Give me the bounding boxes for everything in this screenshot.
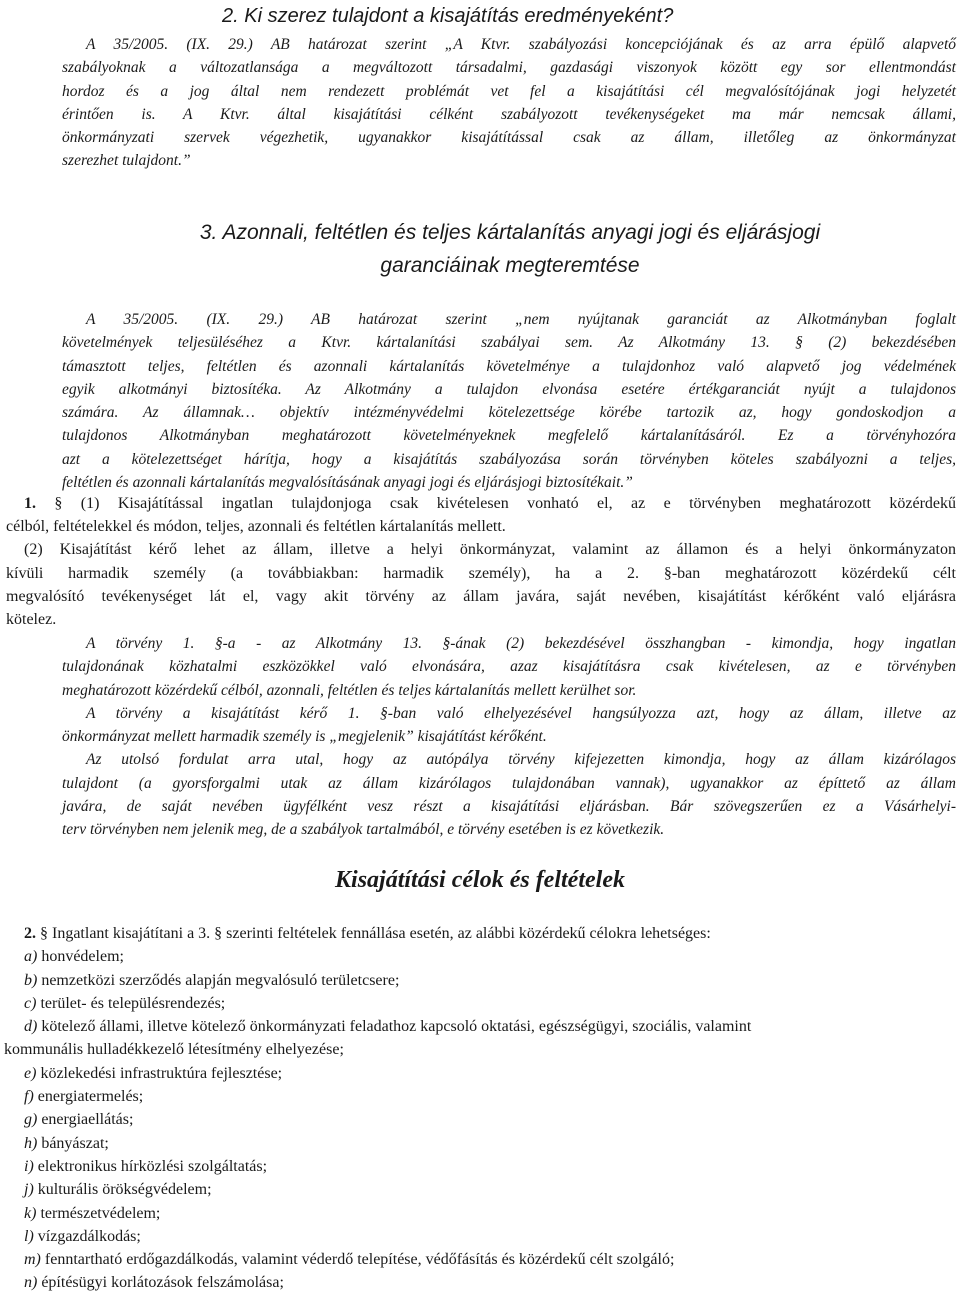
text-line: érintően is. A Ktvr. által kisajátítási célként szabályozott tevékenységeket ma már nemcsak állami, bbox=[62, 105, 956, 123]
text-line: követelmények teljesüléséhez a Ktvr. kártalanítási szabályai sem. Az Alkotmány 13. § (2) bekezdésében bbox=[62, 334, 956, 352]
list-item: i) elektronikus hírközlési szolgáltatás; bbox=[24, 1157, 268, 1175]
list-item: d) kötelező állami, illetve kötelező önkormányzati feladathoz kapcsoló oktatási, egészségügyi, szociális, valamint bbox=[24, 1018, 752, 1036]
text-line: (2) Kisajátítást kérő lehet az állam, illetve a helyi önkormányzat, valamint az államon és a helyi önkormányzaton bbox=[24, 541, 956, 559]
list-item: h) bányászat; bbox=[24, 1134, 109, 1152]
text-line: kívüli harmadik személy (a továbbiakban: harmadik személy), ha a 2. §-ban meghatározott közérdekű célt bbox=[6, 564, 956, 582]
text-line bbox=[6, 492, 956, 515]
law-section-2-list bbox=[0, 922, 960, 1295]
text-line: azt a kötelezettséget hárítja, hogy a kisajátítás szabályozása során törvényben köteles szabályozni a teljes, bbox=[62, 450, 956, 468]
paragraph-q3-quote bbox=[62, 308, 956, 494]
text-line: célból, feltételekkel és módon, teljes, azonnali és feltétlen kártalanítás mellett. bbox=[6, 518, 506, 536]
list-item: c) terület- és településrendezés; bbox=[24, 994, 226, 1012]
list-item: f) energiatermelés; bbox=[24, 1088, 144, 1106]
text-line: A törvény 1. §-a - az Alkotmány 13. §-ának (2) bekezdésével összhangban - kimondja, hogy ingatlan bbox=[86, 635, 956, 652]
section-heading-q3 bbox=[100, 216, 920, 282]
list-item: b) nemzetközi szerződés alapján megvalósuló területcsere; bbox=[24, 971, 400, 989]
list-item: e) közlekedési infrastruktúra fejlesztése; bbox=[24, 1064, 283, 1082]
text-line: tulajdonos Alkotmányban meghatározott követelményeknek megfelelő kártalanításáról. Ez a törvényhozóra bbox=[62, 427, 956, 445]
text-line: A törvény a kisajátítást kérő 1. §-ban való elhelyezésével hangsúlyozza azt, hogy az állam, illetve az bbox=[86, 704, 956, 722]
text-line: egyik alkotmányi biztosítéka. Az Alkotmány a tulajdon elvonása esetére értékgaranciát nyújt a tulajdonos bbox=[62, 380, 956, 398]
heading-line: 3. Azonnali, feltétlen és teljes kártalanítás anyagi jogi és eljárásjogi bbox=[199, 221, 821, 244]
list-item: m) fenntartható erdőgazdálkodás, valamint véderdő telepítése, védőfásítás és közérdekű célt szolgáló; bbox=[24, 1251, 675, 1269]
heading-line: garanciáinak megteremtése bbox=[380, 254, 640, 277]
text-line: javára, de saját nevében ügyfélként vesz részt a kisajátítási eljárásban. Bár szövegszerűen ez a Vásárhelyi- bbox=[62, 798, 956, 816]
text-line: kötelez. bbox=[6, 610, 57, 628]
text-line: tulajdont (a gyorsforgalmi utak az állam kizárólagos tulajdonában vannak), ugyanakkor az építtető az állam bbox=[62, 774, 956, 792]
commentary-block bbox=[62, 632, 956, 842]
text-line: tulajdonának közhatalmi eszközökkel való elvonására, azaz kisajátításra csak kivételesen, az e törvényben bbox=[62, 658, 956, 676]
section-number: 1. bbox=[24, 495, 36, 512]
text-line: számára. Az államnak… objektív intézményvédelmi kötelezettsége körébe tartozik az, hogy gondoskodjon a bbox=[62, 404, 956, 422]
law-section-1 bbox=[6, 492, 956, 631]
list-item: a) honvédelem; bbox=[24, 948, 124, 966]
list-item: j) kulturális örökségvédelem; bbox=[24, 1181, 212, 1199]
text-line: meghatározott közérdekű célból, azonnali, feltétlen és teljes kártalanítás mellett kerülhet sor. bbox=[62, 681, 637, 699]
section-heading-q2: 2. Ki szerez tulajdont a kisajátítás eredményeként? bbox=[222, 5, 674, 27]
text-line: szabályoknak a változatlansága a megváltozott társadalmi, gazdasági viszonyok között egy sor ellentmondást bbox=[62, 59, 956, 77]
text-line: önkormányzati szervek végezhetik, ugyanakkor kisajátítással csak az állam, illetőleg az önkormányzat bbox=[62, 129, 956, 147]
text-line: önkormányzat mellett harmadik személy is „megjelenik” kisajátítást kérőként. bbox=[62, 728, 547, 746]
text-line: Az utolsó fordulat arra utal, hogy az autópálya törvény kifejezetten kimondja, hogy az állam kizárólagos bbox=[86, 751, 956, 769]
paragraph-q2-quote bbox=[62, 33, 956, 173]
list-item: l) vízgazdálkodás; bbox=[24, 1227, 141, 1245]
list-item-continuation: kommunális hulladékkezelő létesítmény elhelyezése; bbox=[4, 1041, 344, 1059]
text-line: A 35/2005. (IX. 29.) AB határozat szerint „nem nyújtanak garanciát az Alkotmányban foglalt bbox=[86, 311, 956, 328]
section-text: § Ingatlant kisajátítani a 3. § szerinti feltételek fennállása esetén, az alábbi közérdekű célokra lehetséges: bbox=[40, 925, 711, 942]
list-item: g) energiaellátás; bbox=[24, 1111, 134, 1129]
section-text: § (1) Kisajátítással ingatlan tulajdonjoga csak kivételesen vonható el, az e törvényben meghatározott közérdekű bbox=[54, 495, 956, 512]
list-item: n) építésügyi korlátozások felszámolása; bbox=[24, 1274, 284, 1292]
text-line: A 35/2005. (IX. 29.) AB határozat szerint „A Ktvr. szabályozási koncepciójának és az arra épülő alapvető bbox=[86, 36, 956, 53]
section-heading-targets: Kisajátítási célok és feltételek bbox=[335, 867, 625, 893]
law-section-2-intro bbox=[0, 922, 960, 945]
text-line: szerezhet tulajdont.” bbox=[62, 152, 191, 170]
section-number: 2. bbox=[24, 925, 36, 942]
list-item: k) természetvédelem; bbox=[24, 1204, 161, 1222]
text-line: feltétlen és azonnali kártalanítás megvalósításának anyagi jogi és eljárásjogi biztosítékait.” bbox=[62, 474, 633, 492]
text-line: megvalósító tevékenységet lát el, vagy akit törvény az állam javára, saját nevében, kisajátítást kérőként való eljárásra bbox=[6, 587, 956, 605]
text-line: hordoz és a jog által nem rendezett problémát vet fel a kisajátítási cél megvalósítójának jogi helyzetét bbox=[62, 82, 956, 100]
text-line: terv törvényben nem jelenik meg, de a szabályok tartalmából, e törvény esetében is ez következik. bbox=[62, 821, 665, 839]
text-line: támasztott teljes, feltétlen és azonnali kártalanítás követelménye a tulajdonhoz való alapvető jog védelmének bbox=[62, 357, 956, 375]
